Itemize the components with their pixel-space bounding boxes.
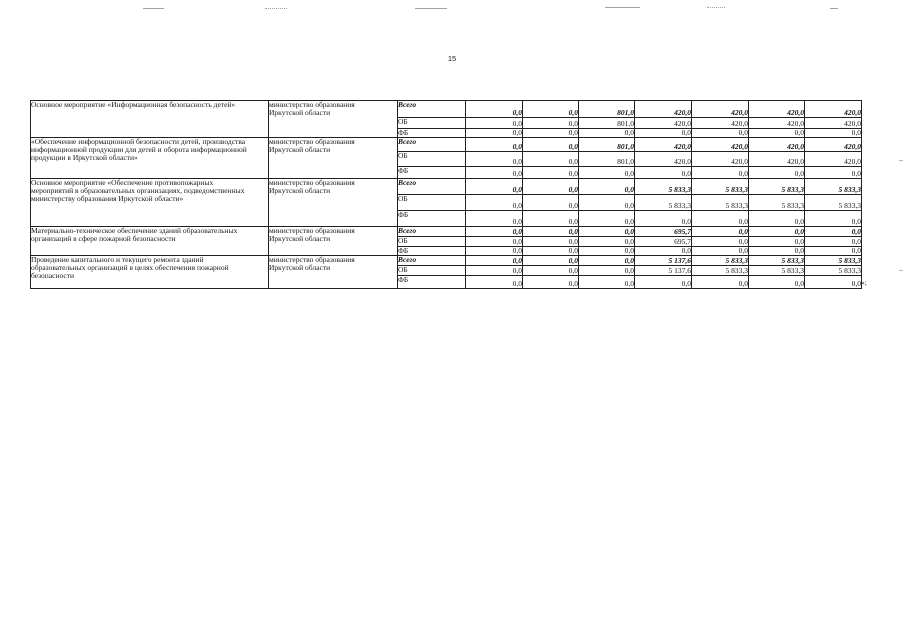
responsible-cell: [269, 101, 398, 138]
funding-source-cell: ФБ: [398, 211, 466, 227]
responsible-line: Иркутской области: [269, 145, 331, 154]
value-cell: 420,0: [692, 152, 749, 167]
responsible-line: Иркутской области: [269, 186, 331, 195]
value-cell: 0,0: [523, 101, 579, 118]
measure-line: Основное мероприятие «Информационная безопасность детей»: [31, 100, 236, 109]
closing-mark: »;: [861, 278, 867, 287]
value-cell: 420,0: [805, 118, 862, 129]
value-cell: 5 833,3: [805, 256, 862, 266]
value-cell: 5 833,3: [692, 195, 749, 211]
value-cell: 0,0: [523, 195, 579, 211]
funding-source-cell: ФБ: [398, 167, 466, 179]
value-cell: 0,0: [466, 195, 523, 211]
responsible-cell: [269, 256, 398, 289]
value-cell: 5 833,3: [749, 195, 805, 211]
value-cell: 0,0: [579, 211, 635, 227]
measure-cell: [31, 227, 269, 256]
value-cell: 0,0: [749, 276, 805, 289]
value-cell: 0,0: [805, 276, 862, 289]
measure-cell: [31, 179, 269, 227]
funding-source-cell: Всего: [398, 138, 466, 152]
scan-artifact: [707, 7, 725, 8]
value-cell: 0,0: [466, 138, 523, 152]
value-cell: 0,0: [692, 129, 749, 138]
value-cell: 0,0: [523, 276, 579, 289]
funding-source-cell: ФБ: [398, 276, 466, 289]
value-cell: 695,7: [635, 227, 692, 237]
value-cell: 0,0: [692, 237, 749, 247]
table-row: [31, 101, 862, 118]
value-cell: 5 137,6: [635, 256, 692, 266]
value-cell: 0,0: [749, 167, 805, 179]
value-cell: 420,0: [805, 152, 862, 167]
scan-artifact: [899, 160, 903, 161]
value-cell: 0,0: [805, 129, 862, 138]
value-cell: 0,0: [749, 237, 805, 247]
value-cell: 5 833,3: [805, 266, 862, 276]
value-cell: 0,0: [579, 237, 635, 247]
value-cell: 420,0: [635, 101, 692, 118]
measure-line: Основное мероприятие «Обеспечение противопожарных: [31, 178, 214, 187]
value-cell: 0,0: [692, 227, 749, 237]
value-cell: 0,0: [635, 211, 692, 227]
value-cell: 0,0: [523, 227, 579, 237]
value-cell: 0,0: [523, 129, 579, 138]
value-cell: 0,0: [635, 129, 692, 138]
value-cell: 0,0: [466, 129, 523, 138]
value-cell: 0,0: [523, 256, 579, 266]
funding-source-cell: ОБ: [398, 195, 466, 211]
value-cell: 0,0: [466, 101, 523, 118]
value-cell: 420,0: [749, 118, 805, 129]
value-cell: 0,0: [466, 152, 523, 167]
value-cell: 0,0: [466, 227, 523, 237]
value-cell: 0,0: [635, 167, 692, 179]
value-cell: 0,0: [523, 179, 579, 195]
value-cell: 0,0: [466, 167, 523, 179]
value-cell: 801,0: [579, 118, 635, 129]
value-cell: 0,0: [805, 211, 862, 227]
value-cell: 420,0: [692, 118, 749, 129]
value-cell: 0,0: [466, 266, 523, 276]
value-cell: 420,0: [635, 152, 692, 167]
value-cell: 0,0: [466, 118, 523, 129]
value-cell: 0,0: [692, 211, 749, 227]
value-cell: 5 833,3: [805, 195, 862, 211]
value-cell: 0,0: [579, 276, 635, 289]
funding-source-cell: Всего: [398, 256, 466, 266]
funding-source-cell: ОБ: [398, 152, 466, 167]
measure-line: Проведение капитального и текущего ремонта зданий: [31, 255, 204, 264]
table-row: [31, 138, 862, 152]
value-cell: 0,0: [692, 167, 749, 179]
value-cell: 5 833,3: [749, 266, 805, 276]
value-cell: 801,0: [579, 152, 635, 167]
value-cell: 0,0: [466, 256, 523, 266]
value-cell: 0,0: [805, 167, 862, 179]
responsible-line: Иркутской области: [269, 263, 331, 272]
value-cell: 695,7: [635, 237, 692, 247]
responsible-line: Иркутской области: [269, 108, 331, 117]
responsible-cell: [269, 227, 398, 256]
value-cell: 0,0: [523, 266, 579, 276]
funding-source-cell: Всего: [398, 179, 466, 195]
measure-line: организаций в сфере пожарной безопасности: [31, 234, 176, 243]
measure-cell: [31, 138, 269, 179]
measure-line: образовательных организаций в целях обеспечения пожарной: [31, 263, 229, 272]
value-cell: 0,0: [692, 276, 749, 289]
value-cell: 801,0: [579, 138, 635, 152]
value-cell: 420,0: [692, 101, 749, 118]
value-cell: 5 833,3: [805, 179, 862, 195]
value-cell: 0,0: [466, 237, 523, 247]
value-cell: 420,0: [749, 152, 805, 167]
value-cell: 0,0: [579, 247, 635, 256]
responsible-line: министерство образования: [269, 226, 355, 235]
measure-line: министерству образования Иркутской области»: [31, 194, 184, 203]
value-cell: 0,0: [749, 247, 805, 256]
value-cell: 0,0: [579, 256, 635, 266]
table-row: [31, 227, 862, 237]
value-cell: 0,0: [805, 247, 862, 256]
value-cell: 0,0: [523, 152, 579, 167]
value-cell: 0,0: [749, 211, 805, 227]
responsible-line: министерство образования: [269, 178, 355, 187]
value-cell: 0,0: [749, 227, 805, 237]
scan-artifact: [415, 8, 447, 9]
funding-source-cell: ФБ: [398, 129, 466, 138]
value-cell: 0,0: [579, 227, 635, 237]
value-cell: 5 833,3: [692, 179, 749, 195]
value-cell: 0,0: [749, 129, 805, 138]
value-cell: 0,0: [692, 247, 749, 256]
value-cell: 0,0: [579, 167, 635, 179]
measure-line: продукции в Иркутской области»: [31, 153, 138, 162]
measure-cell: [31, 256, 269, 289]
measure-cell: [31, 101, 269, 138]
value-cell: 0,0: [523, 167, 579, 179]
value-cell: 0,0: [579, 129, 635, 138]
responsible-line: министерство образования: [269, 255, 355, 264]
value-cell: 0,0: [523, 138, 579, 152]
scan-artifact: [899, 270, 903, 271]
scan-artifact: [830, 8, 838, 9]
budget-table: [30, 100, 862, 289]
scan-artifact: [265, 8, 287, 9]
scan-artifact: [143, 8, 164, 9]
value-cell: 420,0: [749, 101, 805, 118]
responsible-line: Иркутской области: [269, 234, 331, 243]
measure-line: информационной продукции для детей и оборота информационной: [31, 145, 247, 154]
responsible-line: министерство образования: [269, 100, 355, 109]
funding-source-cell: ОБ: [398, 118, 466, 129]
value-cell: 420,0: [805, 138, 862, 152]
value-cell: 0,0: [635, 276, 692, 289]
measure-line: «Обеспечение информационной безопасности детей, производства: [31, 137, 246, 146]
value-cell: 0,0: [466, 179, 523, 195]
funding-source-cell: Всего: [398, 101, 466, 118]
value-cell: 0,0: [579, 266, 635, 276]
measure-line: безопасности: [31, 271, 75, 280]
responsible-cell: [269, 179, 398, 227]
value-cell: 420,0: [805, 101, 862, 118]
table-row: [31, 179, 862, 195]
value-cell: 5 833,3: [635, 179, 692, 195]
value-cell: 0,0: [579, 195, 635, 211]
value-cell: 5 833,3: [692, 256, 749, 266]
value-cell: 0,0: [523, 118, 579, 129]
value-cell: 5 833,3: [749, 256, 805, 266]
value-cell: 5 833,3: [749, 179, 805, 195]
value-cell: 420,0: [692, 138, 749, 152]
table-body: [31, 101, 862, 289]
value-cell: 0,0: [805, 237, 862, 247]
value-cell: 420,0: [749, 138, 805, 152]
table-row: [31, 256, 862, 266]
value-cell: 0,0: [466, 211, 523, 227]
value-cell: 0,0: [466, 276, 523, 289]
value-cell: 0,0: [523, 247, 579, 256]
value-cell: 0,0: [523, 237, 579, 247]
value-cell: 0,0: [579, 179, 635, 195]
value-cell: 420,0: [635, 118, 692, 129]
responsible-cell: [269, 138, 398, 179]
value-cell: 5 833,3: [692, 266, 749, 276]
funding-source-cell: ОБ: [398, 237, 466, 247]
scan-artifact: [605, 7, 640, 8]
value-cell: 0,0: [805, 227, 862, 237]
page-number: 15: [447, 54, 457, 63]
value-cell: 801,0: [579, 101, 635, 118]
value-cell: 5 137,6: [635, 266, 692, 276]
value-cell: 5 833,3: [635, 195, 692, 211]
value-cell: 420,0: [635, 138, 692, 152]
measure-line: Материально-техническое обеспечение зданий образовательных: [31, 226, 238, 235]
responsible-line: министерство образования: [269, 137, 355, 146]
funding-source-cell: ФБ: [398, 247, 466, 256]
measure-line: мероприятий в образовательных организациях, подведомственных: [31, 186, 245, 195]
funding-source-cell: ОБ: [398, 266, 466, 276]
value-cell: 0,0: [635, 247, 692, 256]
value-cell: 0,0: [466, 247, 523, 256]
funding-source-cell: Всего: [398, 227, 466, 237]
value-cell: 0,0: [523, 211, 579, 227]
